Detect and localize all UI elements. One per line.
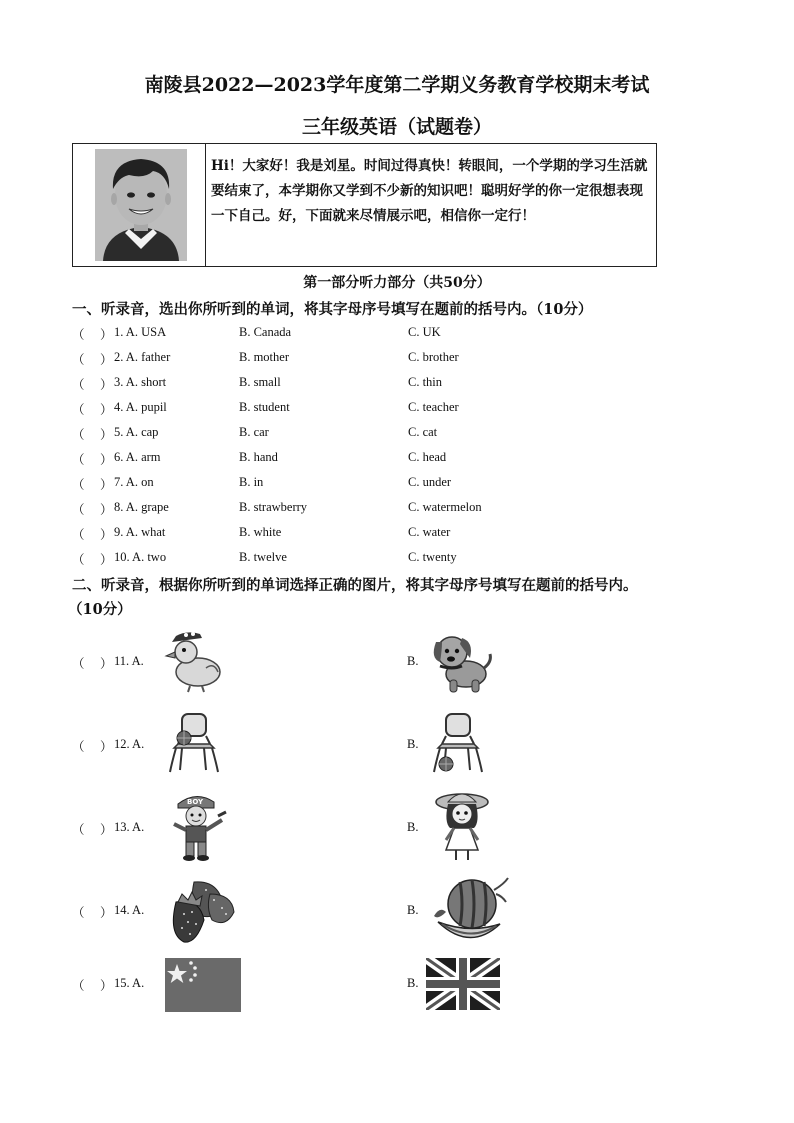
answer-paren-open[interactable]: （ [72,403,85,417]
question-row [72,475,672,495]
question-option-a: 2. A. father [114,350,171,364]
question-row [72,325,672,345]
watermelon-icon [430,876,510,946]
intro-text: Hi！大家好！我是刘星。时间过得真快！转眼间，一个学期的学习生活就要结束了，本学期你又学到不少新的知识吧！聪明好学的你一定很想表现一下自己。好，下面就来尽情展示吧，相信你一定行！ [211,158,648,224]
question-option-b: B. student [239,400,290,414]
question-option-a: 10. A. two [114,550,167,564]
boy-icon [166,790,228,862]
question-option-a: 3. A. short [114,375,167,389]
answer-paren-open[interactable]: （ [72,353,85,367]
question-option-b: B. mother [239,350,289,364]
uk-flag-icon [426,958,500,1010]
exam-title: 南陵县2022—2023学年度第二学期义务教育学校期末考试 [144,74,650,96]
answer-paren-open[interactable]: （ [72,328,85,342]
intro-photo-cell [73,144,206,266]
answer-paren-close[interactable]: ） [100,906,113,920]
section2-title-line1: 二、听录音，根据你所听到的单词选择正确的图片，将其字母序号填写在题前的括号内。 [72,577,638,594]
question-number: 13. A. [114,820,145,834]
question-option-c: C. water [408,525,451,539]
question-number: 12. A. [114,737,145,751]
question-number: 15. A. [114,976,145,990]
question-option-c: C. under [408,475,452,489]
question-row [72,450,672,470]
question-row [72,525,672,545]
answer-paren-open[interactable]: （ [72,503,85,517]
intro-box [72,143,657,267]
answer-paren-close[interactable]: ） [100,823,113,837]
girl-icon [430,788,494,864]
question-row [72,425,672,445]
answer-paren-close[interactable]: ） [100,378,113,392]
answer-paren-close[interactable]: ） [100,740,113,754]
part1-title: 第一部分听力部分（共50分） [303,275,491,291]
option-b-label: B. [407,976,419,990]
question-number: 14. A. [114,903,145,917]
answer-paren-close[interactable]: ） [100,528,113,542]
strawberry-icon [166,876,238,946]
answer-paren-open[interactable]: （ [72,740,85,754]
question-option-b: B. white [239,525,282,539]
question-option-c: C. cat [408,425,438,439]
question-option-a: 8. A. grape [114,500,169,514]
question-option-a: 7. A. on [114,475,154,489]
answer-paren-close[interactable]: ） [100,979,113,993]
question-option-c: C. teacher [408,400,459,414]
option-b-label: B. [407,737,419,751]
answer-paren-open[interactable]: （ [72,428,85,442]
answer-paren-open[interactable]: （ [72,553,85,567]
exam-subtitle: 三年级英语（试题卷） [301,116,492,138]
question-option-b: B. in [239,475,264,489]
boy-portrait-icon [95,149,187,261]
question-option-b: B. hand [239,450,278,464]
question-number: 11. A. [114,654,144,668]
question-option-c: C. head [408,450,447,464]
answer-paren-open[interactable]: （ [72,453,85,467]
option-b-label: B. [407,820,419,834]
answer-paren-close[interactable]: ） [100,353,113,367]
question-option-b: B. Canada [239,325,292,339]
question-option-a: 6. A. arm [114,450,161,464]
answer-paren-open[interactable]: （ [72,657,85,671]
question-row [72,500,672,520]
question-option-c: C. thin [408,375,443,389]
answer-paren-close[interactable]: ） [100,657,113,671]
question-option-c: C. brother [408,350,459,364]
answer-paren-close[interactable]: ） [100,478,113,492]
answer-paren-close[interactable]: ） [100,403,113,417]
question-option-a: 9. A. what [114,525,166,539]
answer-paren-open[interactable]: （ [72,823,85,837]
question-option-a: 1. A. USA [114,325,167,339]
answer-paren-close[interactable]: ） [100,503,113,517]
question-option-b: B. twelve [239,550,287,564]
answer-paren-open[interactable]: （ [72,378,85,392]
answer-paren-open[interactable]: （ [72,906,85,920]
question-option-c: C. UK [408,325,441,339]
ball-under-chair-icon [428,712,486,774]
dog-icon [426,628,494,694]
question-option-b: B. car [239,425,269,439]
question-row [72,550,672,570]
question-option-a: 5. A. cap [114,425,159,439]
section1-title: 一、听录音，选出你所听到的单词，将其字母序号填写在题前的括号内。（10分） [72,301,593,318]
answer-paren-open[interactable]: （ [72,979,85,993]
question-row [72,350,672,370]
answer-paren-close[interactable]: ） [100,428,113,442]
boy-cap-label: BOY [187,798,204,806]
question-row [72,400,672,420]
china-flag-icon [165,958,241,1012]
question-option-c: C. twenty [408,550,457,564]
duck-icon [162,628,228,694]
ball-on-chair-icon [164,712,222,774]
question-option-a: 4. A. pupil [114,400,167,414]
question-option-b: B. small [239,375,281,389]
answer-paren-close[interactable]: ） [100,553,113,567]
answer-paren-close[interactable]: ） [100,453,113,467]
option-b-label: B. [407,903,419,917]
answer-paren-close[interactable]: ） [100,328,113,342]
answer-paren-open[interactable]: （ [72,478,85,492]
answer-paren-open[interactable]: （ [72,528,85,542]
question-option-b: B. strawberry [239,500,308,514]
question-option-c: C. watermelon [408,500,482,514]
section2-title-line2: （10分） [68,601,132,618]
question-row [72,375,672,395]
option-b-label: B. [407,654,419,668]
